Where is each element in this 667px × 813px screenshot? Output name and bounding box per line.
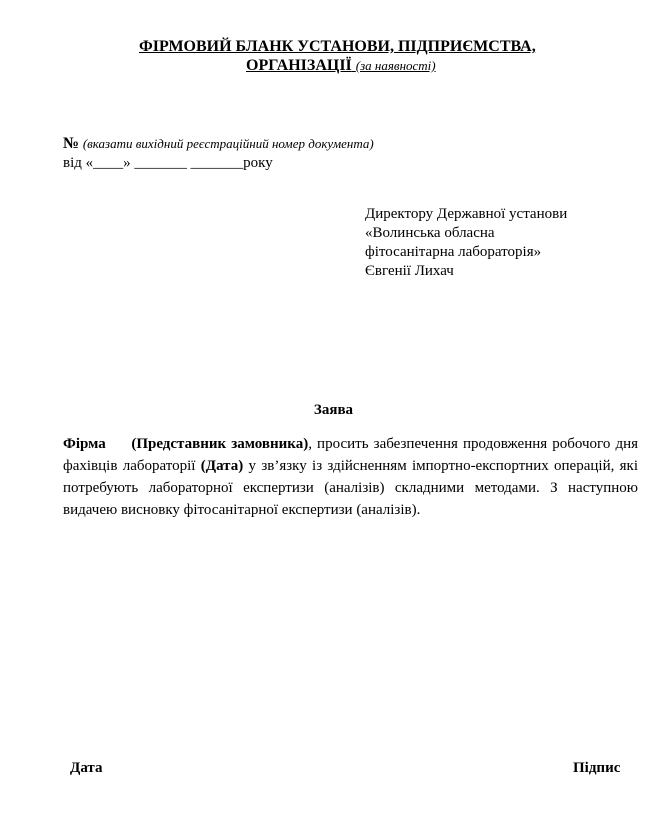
number-sign: № — [63, 135, 80, 152]
addressee-line: Директору Державної установи — [365, 206, 568, 222]
application-body — [63, 433, 638, 521]
signature-sign-label: Підпис — [573, 760, 621, 776]
letterhead-organization: ОРГАНІЗАЦІЇ — [246, 57, 352, 74]
body-date: (Дата) — [200, 458, 244, 474]
addressee-line: «Волинська обласна — [365, 225, 495, 241]
registration-hint: (вказати вихідний реєстраційний номер документа) — [82, 136, 374, 151]
letterhead-title-line1: ФІРМОВИЙ БЛАНК УСТАНОВИ, ПІДПРИЄМСТВА, — [139, 38, 536, 55]
body-text: , просить забезпечення продовження робочого дня фахівців лабораторії — [63, 436, 639, 474]
letterhead-note: (за наявності) — [355, 58, 436, 73]
registration-date-line: від «____» _______ _______року — [63, 155, 273, 171]
body-text: у зв’язку із здійсненням імпортно-експортних операцій, які потребують лабораторної експертизи (аналізів) складними методами. З наступною видачею висновку фітосанітарної експертизи (аналізів). — [63, 458, 638, 518]
registration-number — [63, 135, 374, 153]
addressee-block — [365, 205, 567, 281]
document-title: Заява — [313, 402, 354, 418]
body-firm: Фірма — [63, 436, 106, 452]
body-representative: (Представник замовника) — [131, 436, 309, 452]
addressee-line: фітосанітарна лабораторія» — [365, 244, 542, 260]
signature-date-label: Дата — [70, 760, 103, 776]
letterhead-title-line2 — [246, 57, 436, 75]
addressee-name: Євгенії Лихач — [365, 263, 454, 279]
